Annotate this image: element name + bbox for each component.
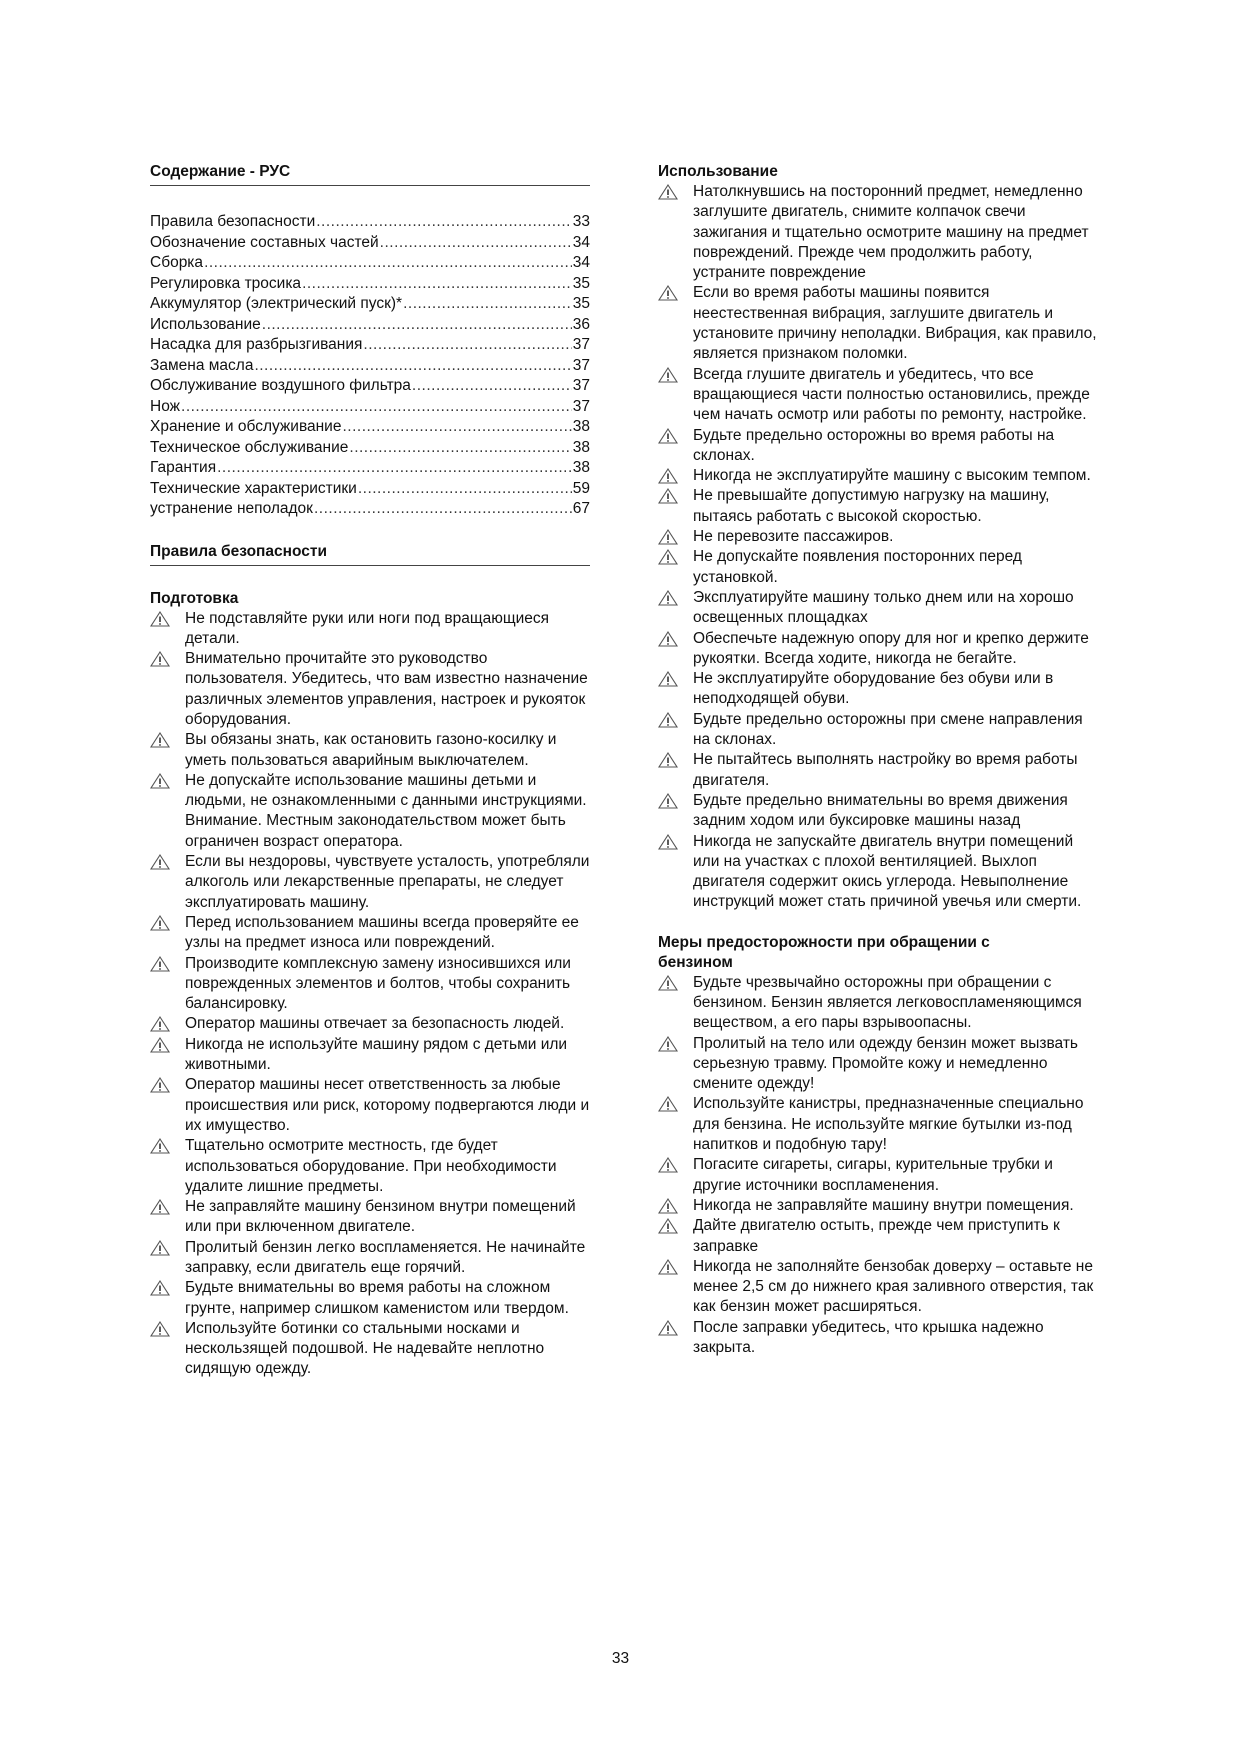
warning-triangle-icon [658, 529, 678, 545]
toc-entry-label: Обозначение составных частей [150, 233, 379, 251]
toc-entry-label: Насадка для разбрызгивания [150, 336, 363, 353]
safety-item [150, 913, 590, 954]
toc-entry-page: 38 [572, 418, 590, 435]
toc-entry-label: Нож [150, 397, 181, 415]
toc-leader-dots [217, 458, 572, 479]
warning-triangle-icon [658, 1218, 678, 1234]
safety-item [150, 1014, 590, 1034]
toc-entry-label: устранение неполадок [150, 500, 313, 517]
warning-triangle-icon [150, 854, 170, 870]
preparation-list [150, 609, 590, 1380]
toc-leader-dots [342, 417, 571, 438]
toc-entry-page: 34 [572, 254, 590, 271]
safety-item [150, 771, 590, 852]
safety-item-text: Будьте чрезвычайно осторожны при обращении с бензином. Бензин является легковоспламеняющимся веществом, а его пары взрывоопасны. [693, 973, 1082, 1032]
safety-item [150, 1238, 590, 1279]
toc-entry-page: 36 [572, 315, 590, 333]
fuel-list [658, 973, 1103, 1359]
safety-item [150, 954, 590, 1015]
warning-triangle-icon [658, 184, 678, 200]
toc-entry [150, 212, 590, 233]
warning-triangle-icon [150, 1037, 170, 1053]
safety-item-text: Пролитый бензин легко воспламеняется. Не начинайте заправку, если двигатель еще горячий. [185, 1238, 586, 1276]
toc-leader-dots [349, 438, 571, 459]
toc-entry [150, 253, 590, 274]
toc-entry-label: Техническое обслуживание [150, 438, 349, 456]
safety-item-text: Оператор машины несет ответственность за любые происшествия или риск, которому подвергаются люди и их имущество. [185, 1076, 590, 1134]
safety-item-text: Погасите сигареты, сигары, курительные трубки и другие источники воспламенения. [693, 1156, 1053, 1194]
safety-item [658, 547, 1103, 588]
safety-item-text: Используйте ботинки со стальными носками и нескользящей подошвой. Не надевайте неплотно сидящую одежду. [185, 1319, 545, 1378]
warning-triangle-icon [658, 488, 678, 504]
toc-leader-dots [412, 376, 572, 397]
safety-item [658, 283, 1103, 364]
safety-item [150, 1319, 590, 1380]
toc-entry-label: Технические характеристики [150, 479, 357, 497]
warning-triangle-icon [150, 1138, 170, 1154]
safety-item-text: Никогда не эксплуатируйте машину с высоким темпом. [693, 467, 1091, 485]
safety-item [658, 1318, 1103, 1359]
toc-entry [150, 356, 590, 377]
toc-entry-page: 67 [572, 500, 590, 517]
safety-item [150, 649, 590, 730]
warning-triangle-icon [150, 651, 170, 667]
safety-item-text: Если вы нездоровы, чувствуете усталость, употребляли алкоголь или лекарственные препараты, не следует эксплуатировать машину. [185, 853, 590, 911]
safety-item [658, 1216, 1103, 1257]
toc-leader-dots [403, 294, 572, 315]
toc-leader-dots [262, 315, 572, 336]
safety-item-text: Производите комплексную замену износившихся или поврежденных элементов и болтов, чтобы сохранить балансировку. [185, 954, 571, 1013]
toc-entry-label: Сборка [150, 254, 204, 271]
safety-item-text: После заправки убедитесь, что крышка надежно закрыта. [693, 1318, 1044, 1357]
toc-leader-dots [204, 253, 572, 274]
safety-item [658, 426, 1103, 467]
toc-entry-label: Хранение и обслуживание [150, 418, 342, 435]
safety-item [658, 669, 1103, 710]
toc-entry-label: Гарантия [150, 459, 217, 476]
warning-triangle-icon [658, 752, 678, 768]
safety-item [658, 791, 1103, 832]
safety-item-text: Не превышайте допустимую нагрузку на машину, пытаясь работать с высокой скоростью. [693, 487, 1050, 525]
warning-triangle-icon [150, 915, 170, 931]
safety-item-text: Будьте предельно осторожны при смене направления на склонах. [693, 710, 1083, 749]
safety-item-text: Перед использованием машины всегда проверяйте ее узлы на предмет износа или повреждений. [185, 913, 579, 952]
usage-list [658, 182, 1103, 913]
safety-item [150, 1035, 590, 1076]
safety-item-text: Не перевозите пассажиров. [693, 528, 894, 546]
safety-item [150, 609, 590, 650]
warning-triangle-icon [150, 1199, 170, 1215]
warning-triangle-icon [658, 1157, 678, 1173]
toc-entry-page: 37 [572, 356, 590, 374]
safety-item [658, 629, 1103, 670]
safety-item-text: Будьте предельно внимательны во время движения задним ходом или буксировке машины назад [693, 791, 1068, 830]
toc-entry [150, 458, 590, 479]
toc-entry-page: 35 [572, 274, 590, 292]
safety-item-text: Обеспечьте надежную опору для ног и крепко держите рукоятки. Всегда ходите, никогда не бегайте. [693, 629, 1089, 667]
warning-triangle-icon [658, 834, 678, 850]
toc-entry-page: 38 [572, 438, 590, 456]
safety-item-text: Никогда не заполняйте бензобак доверху – оставьте не менее 2,5 см до нижнего края заливного отверстия, так как бензин может расширяться. [693, 1257, 1094, 1316]
toc-entry [150, 397, 590, 418]
safety-item [658, 710, 1103, 751]
toc-entry [150, 274, 590, 295]
toc-entry-page: 37 [572, 377, 590, 394]
toc-entry [150, 499, 590, 520]
warning-triangle-icon [150, 1240, 170, 1256]
safety-item-text: Не допускайте появления посторонних перед установкой. [693, 548, 1022, 586]
safety-item-text: Пролитый на тело или одежду бензин может вызвать серьезную травму. Промойте кожу и немедленно смените одежду! [693, 1034, 1079, 1093]
safety-rule [150, 565, 590, 566]
toc-entry [150, 315, 590, 336]
toc-entry [150, 479, 590, 500]
warning-triangle-icon [658, 671, 678, 687]
safety-item-text: Эксплуатируйте машину только днем или на хорошо освещенных площадках [693, 588, 1074, 627]
safety-item-text: Не эксплуатируйте оборудование без обуви или в неподходящей обуви. [693, 670, 1054, 708]
safety-item [150, 1075, 590, 1136]
warning-triangle-icon [658, 1096, 678, 1112]
toc-entry-label: Использование [150, 315, 261, 333]
warning-triangle-icon [658, 549, 678, 565]
safety-item-text: Вы обязаны знать, как остановить газоно-косилку и уметь пользоваться аварийным выключателем. [185, 731, 557, 769]
warning-triangle-icon [658, 975, 678, 991]
safety-item-text: Дайте двигателю остыть, прежде чем приступить к заправке [693, 1217, 1060, 1255]
safety-item [150, 730, 590, 771]
warning-triangle-icon [658, 590, 678, 606]
usage-heading: Использование [658, 163, 778, 180]
warning-triangle-icon [658, 285, 678, 301]
toc-list [150, 212, 590, 520]
toc-entry [150, 417, 590, 438]
warning-triangle-icon [658, 631, 678, 647]
safety-item [658, 1257, 1103, 1318]
toc-entry-page: 34 [572, 233, 590, 251]
toc-leader-dots [358, 479, 572, 500]
safety-item-text: Будьте внимательны во время работы на сложном грунте, например слишком каменистом или твердом. [185, 1279, 569, 1317]
safety-item [658, 1034, 1103, 1095]
toc-rule [150, 185, 590, 186]
toc-entry [150, 335, 590, 356]
toc-leader-dots [181, 397, 572, 418]
warning-triangle-icon [150, 732, 170, 748]
warning-triangle-icon [658, 428, 678, 444]
warning-triangle-icon [150, 1280, 170, 1296]
safety-item [658, 750, 1103, 791]
warning-triangle-icon [658, 468, 678, 484]
warning-triangle-icon [658, 1320, 678, 1336]
safety-item-text: Не допускайте использование машины детьми и людьми, не ознакомленными с данными инструкциями. Внимание. Местным законодательством может быть ограничен возраст оператора. [185, 771, 587, 850]
toc-entry [150, 376, 590, 397]
safety-item-text: Будьте предельно осторожны во время работы на склонах. [693, 426, 1055, 464]
safety-item [150, 1136, 590, 1197]
safety-item [658, 973, 1103, 1034]
warning-triangle-icon [658, 793, 678, 809]
warning-triangle-icon [150, 1077, 170, 1093]
safety-item-text: Не подставляйте руки или ноги под вращающиеся детали. [185, 609, 550, 647]
toc-entry-page: 37 [572, 336, 590, 353]
toc-entry [150, 294, 590, 315]
warning-triangle-icon [150, 611, 170, 627]
safety-item-text: Не пытайтесь выполнять настройку во время работы двигателя. [693, 751, 1078, 789]
toc-entry-page: 38 [572, 459, 590, 476]
warning-triangle-icon [658, 1036, 678, 1052]
warning-triangle-icon [658, 712, 678, 728]
toc-leader-dots [316, 212, 572, 233]
safety-item [658, 527, 1103, 547]
safety-item-text: Никогда не запускайте двигатель внутри помещений или на участках с плохой вентиляцией. Выхлоп двигателя содержит окись углерода. Невыполнение инструкций может стать причиной увечья или смерти. [693, 832, 1082, 911]
warning-triangle-icon [150, 956, 170, 972]
warning-triangle-icon [150, 773, 170, 789]
safety-item [150, 1278, 590, 1319]
toc-entry-page: 35 [572, 295, 590, 312]
safety-item [658, 466, 1103, 486]
warning-triangle-icon [658, 1259, 678, 1275]
warning-triangle-icon [150, 1321, 170, 1337]
toc-entry-label: Обслуживание воздушного фильтра [150, 377, 411, 394]
safety-item-text: Внимательно прочитайте это руководство пользователя. Убедитесь, что вам известно назначение различных элементов управления, настроек и рукояток оборудования. [185, 650, 588, 728]
toc-title: Содержание - РУС [150, 163, 291, 180]
preparation-heading: Подготовка [150, 589, 239, 607]
safety-item-text: Не заправляйте машину бензином внутри помещений или при включенном двигателе. [185, 1198, 576, 1236]
page-number: 33 [611, 1650, 630, 1667]
safety-item [658, 1094, 1103, 1155]
safety-item [658, 1196, 1103, 1216]
safety-item-text: Тщательно осмотрите местность, где будет использоваться оборудование. При необходимости удалите лишние предметы. [185, 1137, 557, 1195]
safety-item [658, 365, 1103, 426]
toc-leader-dots [380, 233, 572, 254]
safety-item [150, 852, 590, 913]
toc-leader-dots [302, 274, 572, 295]
warning-triangle-icon [658, 1198, 678, 1214]
safety-item-text: Если во время работы машины появится неестественная вибрация, заглушите двигатель и установите причину неполадки. Вибрация, как правило, является признаком поломки. [693, 284, 1097, 363]
warning-triangle-icon [150, 1016, 170, 1032]
safety-item-text: Всегда глушите двигатель и убедитесь, что все вращающиеся части полностью остановились, прежде чем начать осмотр или работы по ремонту, настройке. [693, 365, 1090, 424]
toc-leader-dots [314, 499, 572, 520]
warning-triangle-icon [658, 367, 678, 383]
safety-item-text: Никогда не используйте машину рядом с детьми или животными. [185, 1035, 568, 1074]
safety-item [658, 182, 1103, 283]
toc-entry-label: Аккумулятор (электрический пуск)* [150, 295, 403, 312]
toc-leader-dots [363, 335, 571, 356]
safety-item [658, 1155, 1103, 1196]
right-column [658, 162, 1103, 1358]
toc-entry-page: 33 [572, 213, 590, 230]
safety-item [658, 832, 1103, 913]
toc-entry-page: 59 [572, 479, 590, 497]
safety-item-text: Используйте канистры, предназначенные специально для бензина. Не используйте мягкие бутылки из-под напитков и подобную тару! [693, 1095, 1084, 1154]
safety-title: Правила безопасности [150, 542, 328, 560]
safety-item [658, 486, 1103, 527]
toc-entry-label: Замена масла [150, 356, 254, 374]
left-column [150, 162, 590, 1380]
fuel-heading: Меры предосторожности при обращении с бензином [658, 933, 990, 971]
toc-entry-page: 37 [572, 397, 590, 415]
toc-entry-label: Регулировка тросика [150, 274, 302, 292]
toc-leader-dots [254, 356, 571, 377]
safety-item [658, 588, 1103, 629]
safety-item-text: Никогда не заправляйте машину внутри помещения. [693, 1196, 1074, 1214]
safety-item-text: Оператор машины отвечает за безопасность людей. [185, 1015, 565, 1033]
safety-item-text: Натолкнувшись на посторонний предмет, немедленно заглушите двигатель, снимите колпачок свечи зажигания и тщательно осмотрите машину на предмет повреждений. Прежде чем продолжить работу, устраните повреждение [693, 183, 1089, 282]
toc-entry-label: Правила безопасности [150, 213, 316, 230]
safety-item [150, 1197, 590, 1238]
toc-entry [150, 438, 590, 459]
toc-entry [150, 233, 590, 254]
